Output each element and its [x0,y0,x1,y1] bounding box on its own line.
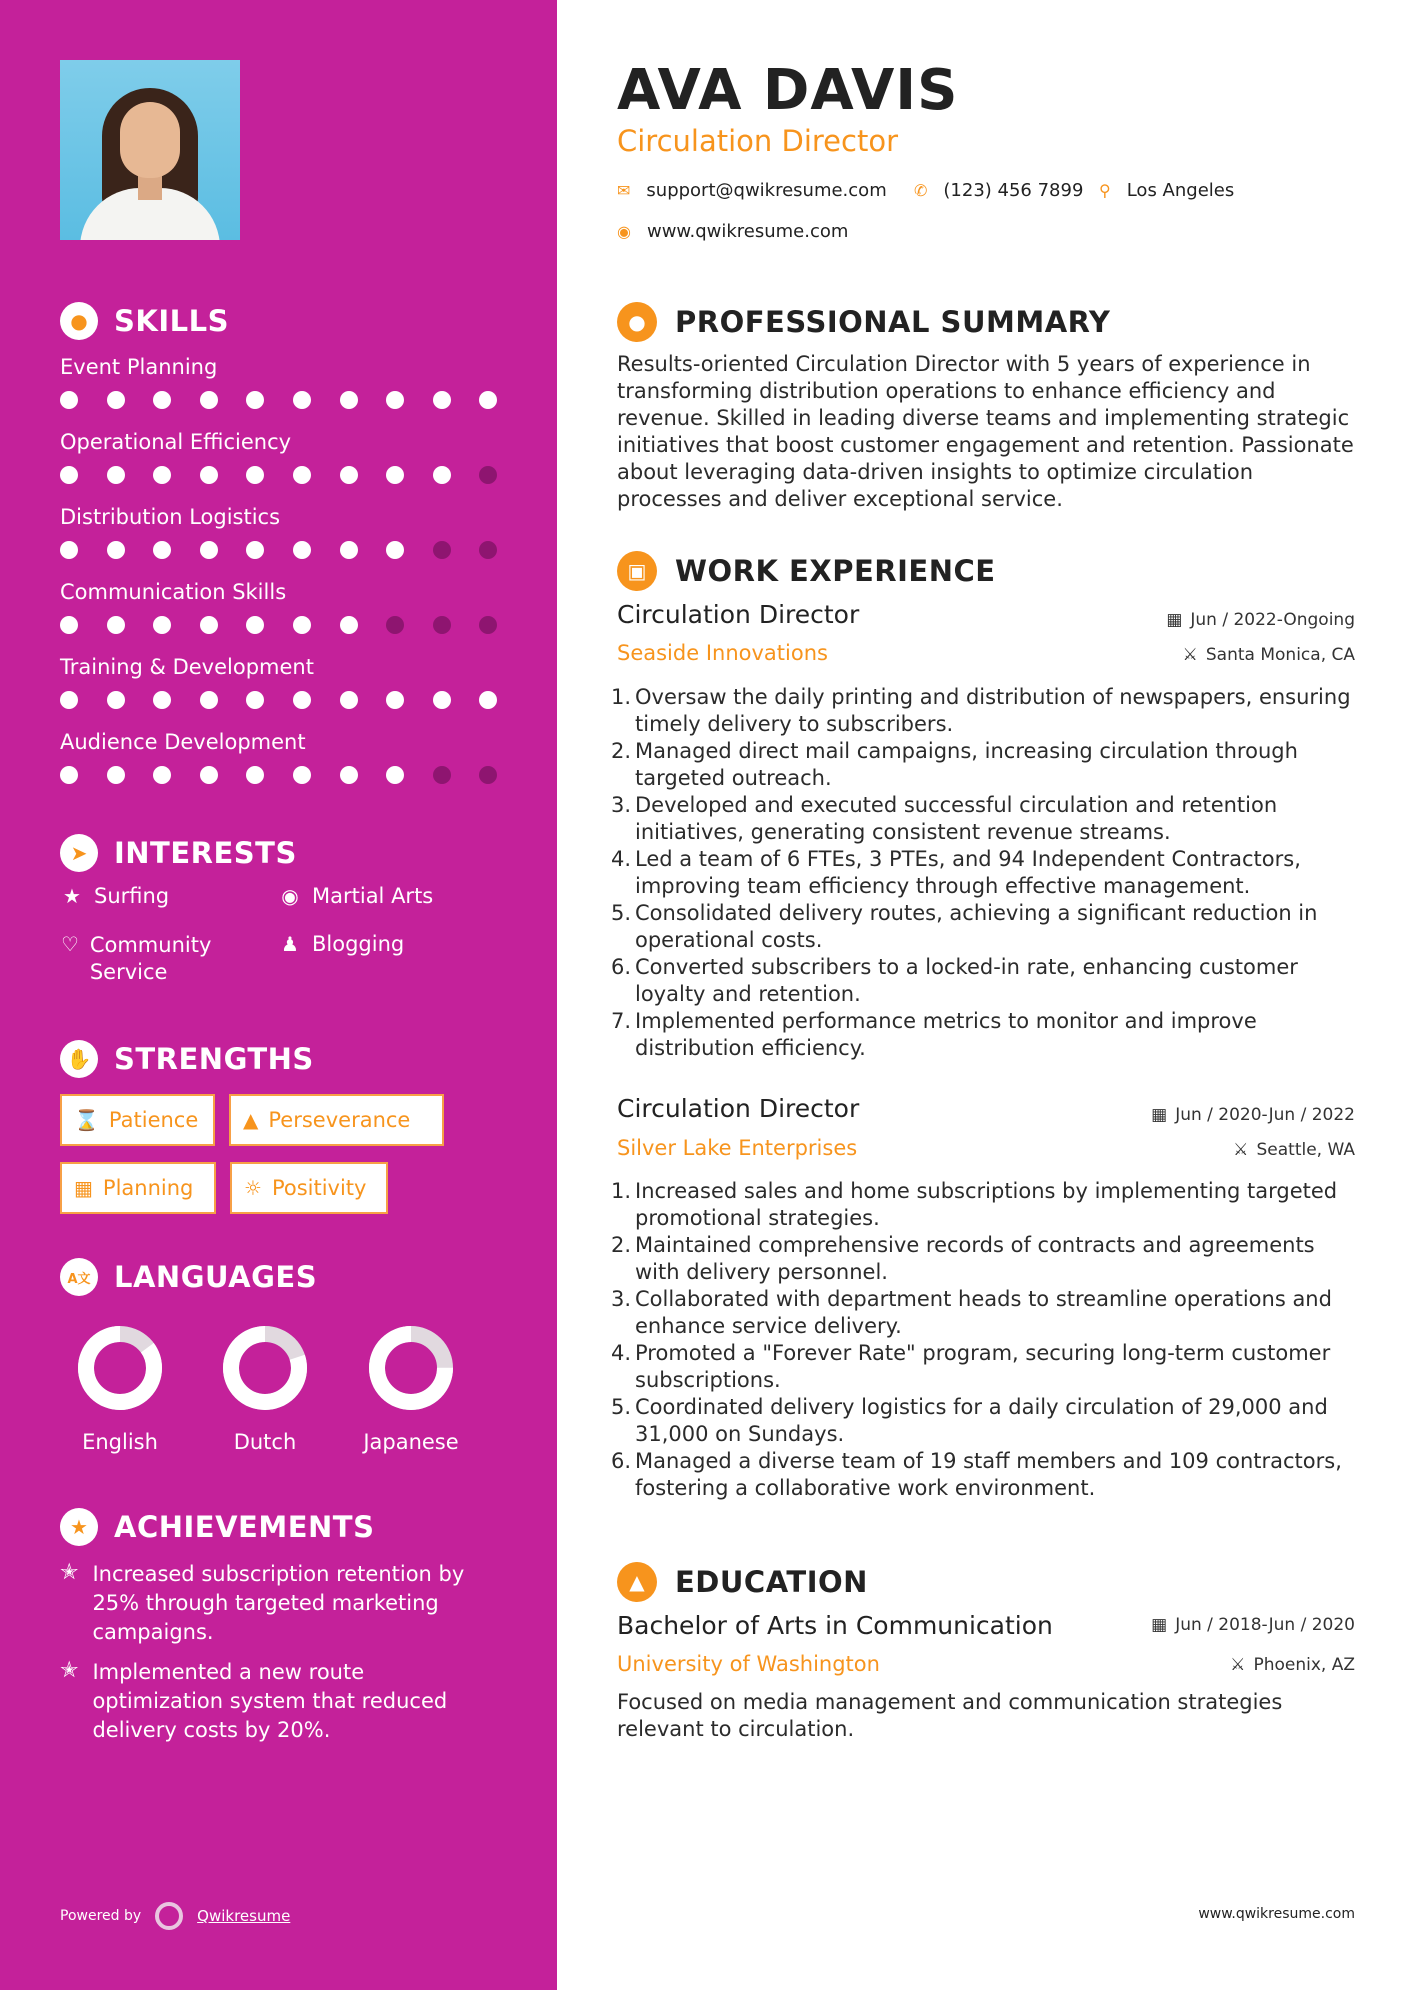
shooting-star-icon: ✭ [60,1658,79,1683]
calendar-icon: ▦ [1151,1615,1168,1635]
job-bullets [611,1178,1362,1502]
experience-heading: ▣ WORK EXPERIENCE [617,551,996,591]
rating-dot-filled [200,391,218,409]
calendar-icon: ▦ [1166,610,1183,630]
bullet-item: 1. Oversaw the daily printing and distribution of newspapers, ensuring timely delivery to subscribers. [611,685,1351,736]
skill-rating [60,466,500,486]
rating-dot-filled [153,391,171,409]
job-title: Circulation Director [617,600,860,629]
rating-dot-filled [293,691,311,709]
rating-dot-filled [60,616,78,634]
rating-dot-filled [293,391,311,409]
skill-name: Training & Development [60,655,314,679]
rating-dot-filled [293,466,311,484]
interest-item: ◉ Martial Arts [278,884,433,908]
skill-name: Operational Efficiency [60,430,292,454]
language-name: English [82,1430,158,1454]
rating-dot-empty [386,616,404,634]
rating-dot-filled [153,541,171,559]
user-icon: ● [617,302,657,342]
bullet-item: 4. Promoted a "Forever Rate" program, securing long-term customer subscriptions. [611,1341,1331,1392]
main-content [557,0,1407,1990]
rating-dot-filled [386,466,404,484]
rating-dot-filled [293,541,311,559]
language-chart-dutch [223,1326,307,1410]
rating-dot-empty [433,616,451,634]
job-dates: ▦ Jun / 2022-Ongoing [1166,610,1355,630]
bullet-item: 5. Coordinated delivery logistics for a daily circulation of 29,000 and 31,000 on Sundays. [611,1395,1328,1446]
rating-dot-filled [433,466,451,484]
globe-icon: ◉ [281,884,299,908]
job-company: Seaside Innovations [617,641,828,665]
rating-dot-empty [479,616,497,634]
rating-dot-filled [200,691,218,709]
strength-badge: ☼ Positivity [230,1162,388,1214]
job-location: ⚔ Santa Monica, CA [1182,645,1355,665]
skill-rating [60,616,500,636]
rating-dot-filled [293,616,311,634]
road-icon: ▲ [243,1108,259,1132]
rating-dot-filled [340,466,358,484]
rating-dot-filled [340,616,358,634]
rating-dot-filled [293,766,311,784]
language-icon: A文 [60,1258,98,1296]
rating-dot-filled [200,466,218,484]
candidate-name: AVA DAVIS [617,58,959,123]
rating-dot-empty [479,466,497,484]
hourglass-icon: ⌛ [74,1108,99,1132]
qwikresume-link[interactable]: Qwikresume [197,1907,291,1925]
trophy-icon: ★ [60,1508,98,1546]
summary-text: Results-oriented Circulation Director with 5 years of experience in transforming distribution operations to enhance efficiency and revenue. Skilled in leading diverse teams and implementing strategic initiatives that boost customer engagement and retention. Passionate about leveraging data-driven insights to optimize circulation processes and deliver exceptional service. [617,352,1354,511]
chair-icon: ▣ [617,551,657,591]
calendar-icon: ▦ [1151,1105,1168,1125]
rating-dot-filled [107,391,125,409]
rating-dot-filled [153,616,171,634]
rating-dot-filled [200,766,218,784]
education-dates: ▦ Jun / 2018-Jun / 2020 [1151,1615,1355,1635]
strength-badge: ⌛ Patience [60,1094,215,1146]
achievement-item: ✭ Implemented a new route optimization system that reduced delivery costs by 20%. [60,1658,500,1745]
rating-dot-filled [153,766,171,784]
rating-dot-filled [107,691,125,709]
qwikresume-logo-icon [155,1902,183,1930]
bullet-item: 3. Collaborated with department heads to streamline operations and enhance service delivery. [611,1287,1332,1338]
rating-dot-filled [246,391,264,409]
rating-dot-filled [246,691,264,709]
rating-dot-empty [479,766,497,784]
rating-dot-filled [246,541,264,559]
rating-dot-filled [386,766,404,784]
strength-badge: ▲ Perseverance [229,1094,444,1146]
bullet-item: 6. Converted subscribers to a locked-in rate, enhancing customer loyalty and retention. [611,955,1298,1006]
bullet-item: 2. Managed direct mail campaigns, increasing circulation through targeted outreach. [611,739,1298,790]
rating-dot-filled [60,691,78,709]
powered-by: Powered by Qwikresume [60,1902,290,1930]
skill-rating [60,766,500,786]
job-company: Silver Lake Enterprises [617,1136,858,1160]
rating-dot-filled [246,616,264,634]
language-chart-japanese [369,1326,453,1410]
star-icon: ★ [63,884,81,908]
skill-rating [60,691,500,711]
graduation-cap-icon: ▲ [617,1562,657,1602]
rating-dot-filled [200,541,218,559]
languages-heading: A文 LANGUAGES [60,1258,317,1296]
shooting-star-icon: ✭ [60,1560,79,1585]
skill-name: Communication Skills [60,580,287,604]
bullet-item: 7. Implemented performance metrics to monitor and improve distribution efficiency. [611,1009,1257,1060]
rating-dot-filled [107,616,125,634]
hand-icon: ♡ [60,932,79,956]
bullet-item: 2. Maintained comprehensive records of contracts and agreements with delivery personnel. [611,1233,1315,1284]
degree-title: Bachelor of Arts in Communication [617,1611,1053,1640]
rating-dot-filled [386,391,404,409]
rating-dot-filled [340,691,358,709]
summary-heading: ● PROFESSIONAL SUMMARY [617,302,1110,342]
rating-dot-filled [386,691,404,709]
interest-item: ★ Surfing [60,884,169,908]
contact-website[interactable]: ◉ www.qwikresume.com [617,221,849,242]
profile-photo [60,60,240,240]
job-title: Circulation Director [617,1094,860,1123]
interests-heading: ➤ INTERESTS [60,834,297,872]
lightbulb-icon: ● [60,302,98,340]
fist-icon: ✋ [60,1040,98,1078]
pin-icon: ⚔ [1233,1140,1249,1160]
footer-url[interactable]: www.qwikresume.com [1198,1906,1355,1922]
skill-name: Event Planning [60,355,218,379]
achievements-heading: ★ ACHIEVEMENTS [60,1508,374,1546]
bullet-item: 1. Increased sales and home subscriptions by implementing targeted promotional strategies. [611,1179,1338,1230]
rating-dot-filled [246,466,264,484]
rating-dot-filled [153,691,171,709]
map-pin-icon: ⚲ [1099,181,1111,200]
calendar-icon: ▦ [74,1176,93,1200]
interest-item: ♟ Blogging [278,932,404,956]
contact-phone[interactable]: ✆ (123) 456 7899 [914,180,1084,201]
language-name: Dutch [233,1430,297,1454]
rating-dot-filled [386,541,404,559]
rating-dot-filled [153,466,171,484]
achievement-item: ✭ Increased subscription retention by 25% through targeted marketing campaigns. [60,1560,500,1647]
skill-rating [60,391,500,411]
rating-dot-empty [433,766,451,784]
contact-location: ⚲ Los Angeles [1099,180,1235,201]
strength-badge: ▦ Planning [60,1162,216,1214]
education-location: ⚔ Phoenix, AZ [1230,1655,1355,1675]
job-dates: ▦ Jun / 2020-Jun / 2022 [1151,1105,1355,1125]
rating-dot-filled [479,391,497,409]
globe-icon: ◉ [617,222,631,241]
job-location: ⚔ Seattle, WA [1233,1140,1355,1160]
rating-dot-filled [246,766,264,784]
rating-dot-filled [60,541,78,559]
users-icon: ♟ [281,932,299,956]
rating-dot-filled [107,466,125,484]
phone-icon: ✆ [914,181,928,200]
pin-icon: ⚔ [1230,1655,1246,1675]
rating-dot-filled [60,391,78,409]
interest-item: ♡ Community Service [60,932,212,984]
rating-dot-filled [433,391,451,409]
skill-name: Distribution Logistics [60,505,281,529]
education-heading: ▲ EDUCATION [617,1562,868,1602]
bullet-item: 3. Developed and executed successful circulation and retention initiatives, generating consistent revenue streams. [611,793,1278,844]
bullet-item: 4. Led a team of 6 FTEs, 3 PTEs, and 94 Independent Contractors, improving team efficiency through effective management. [611,847,1301,898]
rating-dot-filled [340,541,358,559]
job-bullets [611,684,1362,1062]
paper-plane-icon: ➤ [60,834,98,872]
rating-dot-filled [107,541,125,559]
rating-dot-filled [340,766,358,784]
rating-dot-filled [340,391,358,409]
skill-rating [60,541,500,561]
bullet-item: 5. Consolidated delivery routes, achieving a significant reduction in operational costs. [611,901,1318,952]
rating-dot-filled [60,466,78,484]
candidate-role: Circulation Director [617,124,899,158]
rating-dot-empty [479,541,497,559]
language-chart-english [78,1326,162,1410]
rating-dot-filled [479,691,497,709]
rating-dot-filled [107,766,125,784]
sun-icon: ☼ [244,1176,262,1200]
envelope-icon: ✉ [617,181,631,200]
education-text: Focused on media management and communication strategies relevant to circulation. [617,1690,1283,1741]
contact-email[interactable]: ✉ support@qwikresume.com [617,180,887,201]
sidebar [0,0,557,1990]
skill-name: Audience Development [60,730,306,754]
bullet-item: 6. Managed a diverse team of 19 staff members and 109 contractors, fostering a collaborative work environment. [611,1449,1342,1500]
rating-dot-filled [60,766,78,784]
rating-dot-filled [200,616,218,634]
school-name: University of Washington [617,1652,880,1676]
skills-heading: ● SKILLS [60,302,229,340]
pin-icon: ⚔ [1182,645,1198,665]
rating-dot-empty [433,541,451,559]
rating-dot-filled [433,691,451,709]
strengths-heading: ✋ STRENGTHS [60,1040,314,1078]
language-name: Japanese [363,1430,459,1454]
